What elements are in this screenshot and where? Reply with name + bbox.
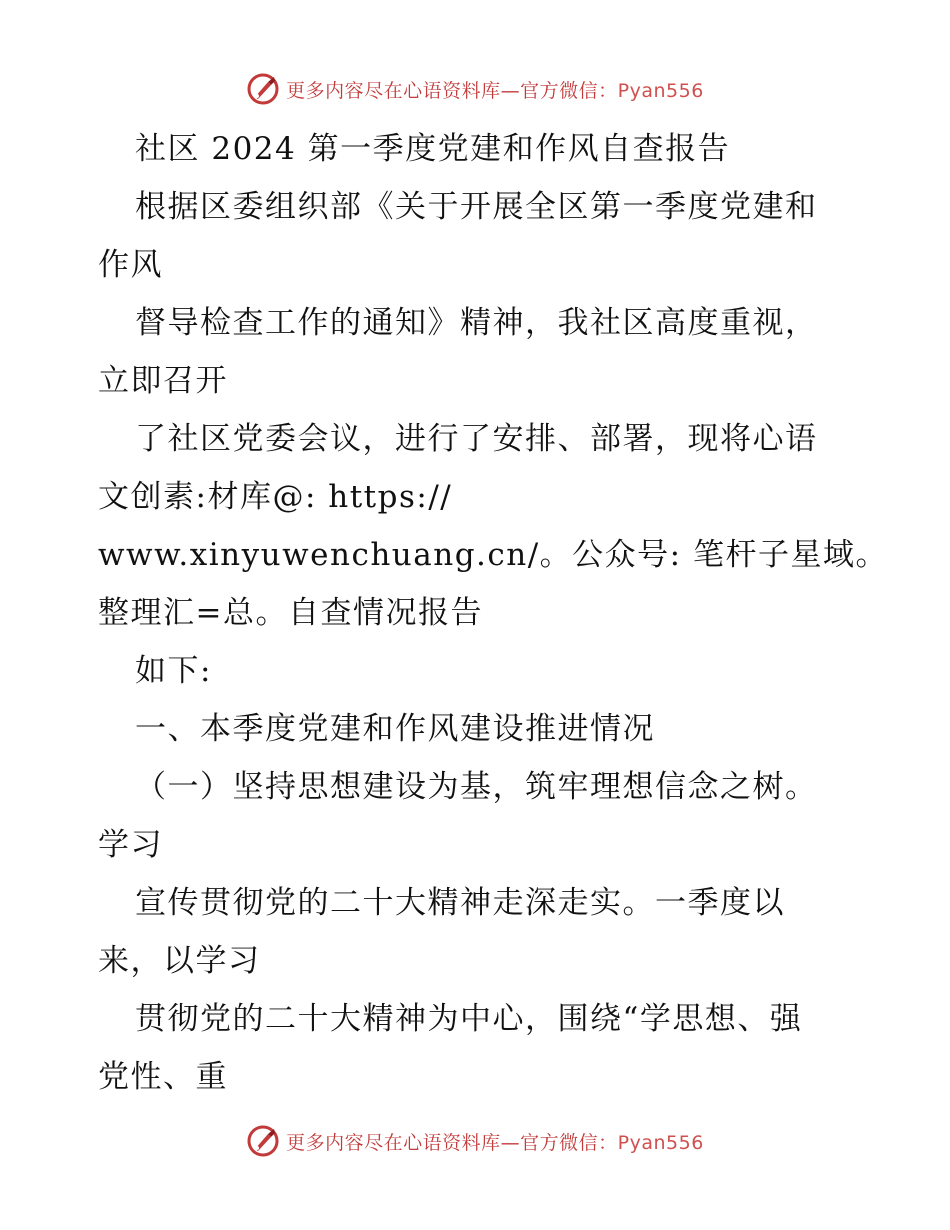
- watermark-brand: 更多内容尽在心语资料库—官方微信：: [286, 1131, 618, 1154]
- paragraph-line: 了社区党委会议，进行了安排、部署，现将心语: [135, 421, 818, 457]
- watermark-header: [0, 72, 950, 106]
- paragraph-line: 立即召开: [98, 363, 228, 399]
- watermark-wechat-id: Pyan556: [617, 79, 704, 102]
- document-title: 社区 2024 第一季度党建和作风自查报告: [135, 131, 731, 167]
- watermark-text: [286, 76, 704, 103]
- paragraph-line: 学习: [98, 827, 163, 863]
- paragraph-line: 根据区委组织部《关于开展全区第一季度党建和: [135, 189, 818, 225]
- paragraph-line: 来，以学习: [98, 943, 261, 979]
- paragraph-line: 宣传贯彻党的二十大精神走深走实。一季度以: [135, 885, 785, 921]
- subsection-heading: （一）坚持思想建设为基，筑牢理想信念之树。: [135, 769, 818, 805]
- paragraph-line: 文创素:材库@: https://: [98, 479, 453, 515]
- paragraph-line: 督导检查工作的通知》精神，我社区高度重视，: [135, 305, 818, 341]
- watermark-footer: [0, 1124, 950, 1158]
- quill-pen-seal-icon: [246, 1124, 280, 1158]
- paragraph-line: 如下:: [135, 653, 212, 689]
- paragraph-line: 整理汇=总。自查情况报告: [98, 595, 483, 631]
- document-body: [98, 120, 888, 1106]
- paragraph-line: 党性、重: [98, 1059, 228, 1095]
- watermark-wechat-id: Pyan556: [617, 1131, 704, 1154]
- section-heading: 一、本季度党建和作风建设推进情况: [135, 711, 655, 747]
- paragraph-line: 作风: [98, 247, 163, 283]
- watermark-brand: 更多内容尽在心语资料库—官方微信：: [286, 79, 618, 102]
- quill-pen-seal-icon: [246, 72, 280, 106]
- watermark-text: [286, 1128, 704, 1155]
- paragraph-line: www.xinyuwenchuang.cn/。公众号: 笔杆子星域。: [98, 537, 888, 573]
- paragraph-line: 贯彻党的二十大精神为中心，围绕“学思想、强: [135, 1001, 803, 1037]
